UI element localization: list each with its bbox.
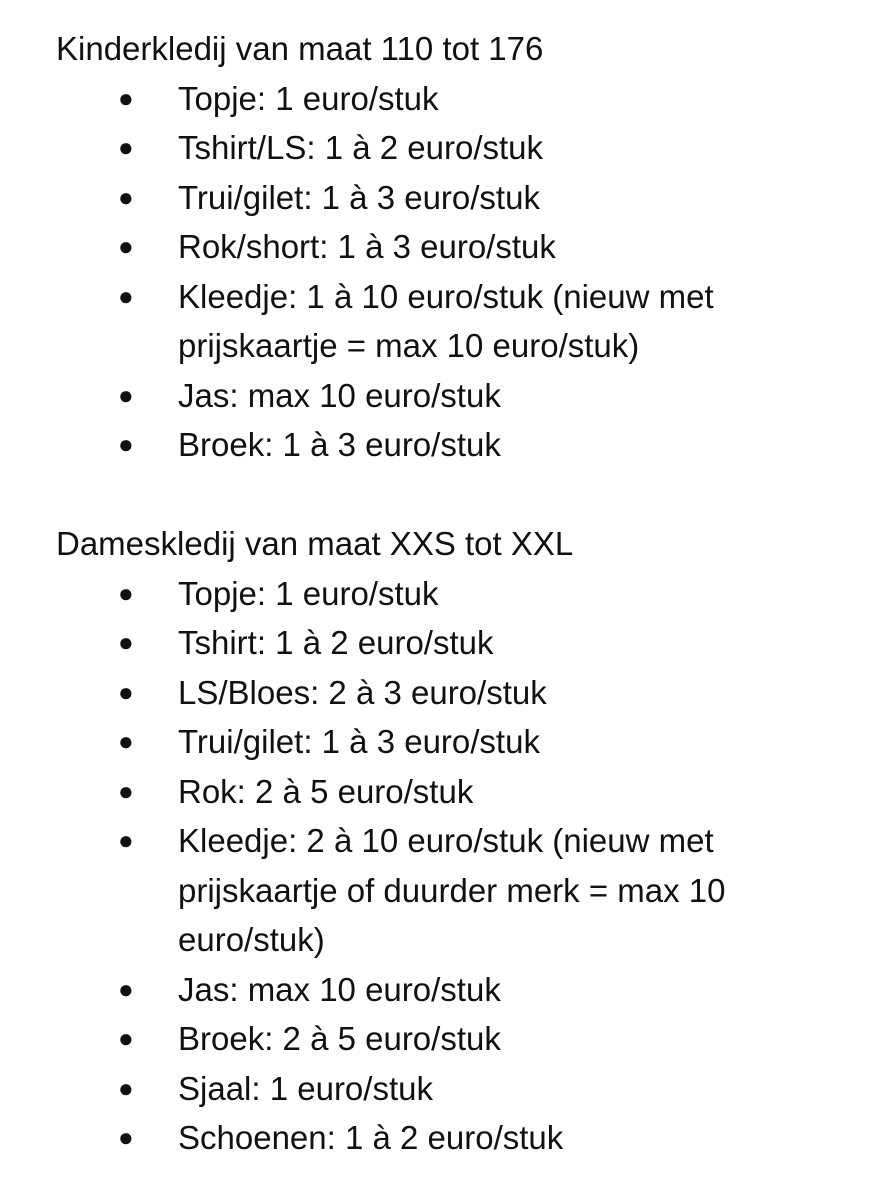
list-item [56,420,837,470]
list-item-text: Rok/short: 1 à 3 euro/stuk [178,228,556,265]
list-item-text: Tshirt/LS: 1 à 2 euro/stuk [178,129,544,166]
list-item-text: Broek: 1 à 3 euro/stuk [178,426,501,463]
bullet-icon: ● [118,429,134,459]
list-item [56,965,837,1015]
list-item-text: Topje: 1 euro/stuk [178,574,439,612]
list-item [56,816,837,965]
list-item [56,173,837,223]
list-item [56,222,837,272]
list-item [56,618,837,668]
list-item [56,767,837,817]
bullet-icon: ● [118,231,134,261]
bullet-icon: ● [118,379,134,410]
list-item [56,123,837,173]
list-item [56,1064,837,1114]
bullet-icon: ● [118,577,134,608]
bullet-icon: ● [118,825,134,855]
bullet-icon: ● [118,280,134,311]
section-title: Dameskledij van maat XXS tot XXL [56,525,574,562]
list-item-text: Tshirt: 1 à 2 euro/stuk [178,624,494,661]
list-item-text: LS/Bloes: 2 à 3 euro/stuk [178,673,547,711]
list-item [56,272,837,371]
bullet-icon: ● [118,676,134,707]
list-item-text: Sjaal: 1 euro/stuk [178,1069,433,1107]
list-item-text: Broek: 2 à 5 euro/stuk [178,1020,501,1057]
bullet-icon: ● [118,973,134,1004]
document [56,24,837,1163]
bullet-icon: ● [118,1023,134,1053]
list-item [56,1113,837,1163]
list-item-text: Topje: 1 euro/stuk [178,79,439,117]
bullet-icon: ● [118,726,134,756]
list-item [56,668,837,718]
list-item [56,74,837,124]
list-item-text: Schoenen: 1 à 2 euro/stuk [178,1119,564,1156]
bullet-icon: ● [118,1072,134,1103]
bullet-icon: ● [118,132,134,162]
section-title: Kinderkledij van maat 110 tot 176 [56,30,544,67]
list-item-text: Kleedje: 2 à 10 euro/stuk (nieuw met prijskaartje of duurder merk = max 10 euro/stuk) [178,822,726,958]
section-kinderkledij [56,24,837,470]
list-item-text: Trui/gilet: 1 à 3 euro/stuk [178,178,540,216]
section-spacer [56,470,837,520]
list-item [56,371,837,421]
list-item-text: Rok: 2 à 5 euro/stuk [178,772,474,810]
section-dameskledij [56,519,837,1163]
price-list [56,569,837,1163]
list-item-text: Kleedje: 1 à 10 euro/stuk (nieuw met prijskaartje = max 10 euro/stuk) [178,277,714,364]
list-item-text: Jas: max 10 euro/stuk [178,970,501,1008]
bullet-icon: ● [118,82,134,113]
bullet-icon: ● [118,627,134,657]
list-item-text: Jas: max 10 euro/stuk [178,376,501,414]
list-item-text: Trui/gilet: 1 à 3 euro/stuk [178,723,540,760]
bullet-icon: ● [118,775,134,806]
list-item [56,569,837,619]
bullet-icon: ● [118,1122,134,1152]
bullet-icon: ● [118,181,134,212]
list-item [56,717,837,767]
list-item [56,1014,837,1064]
price-list [56,74,837,470]
